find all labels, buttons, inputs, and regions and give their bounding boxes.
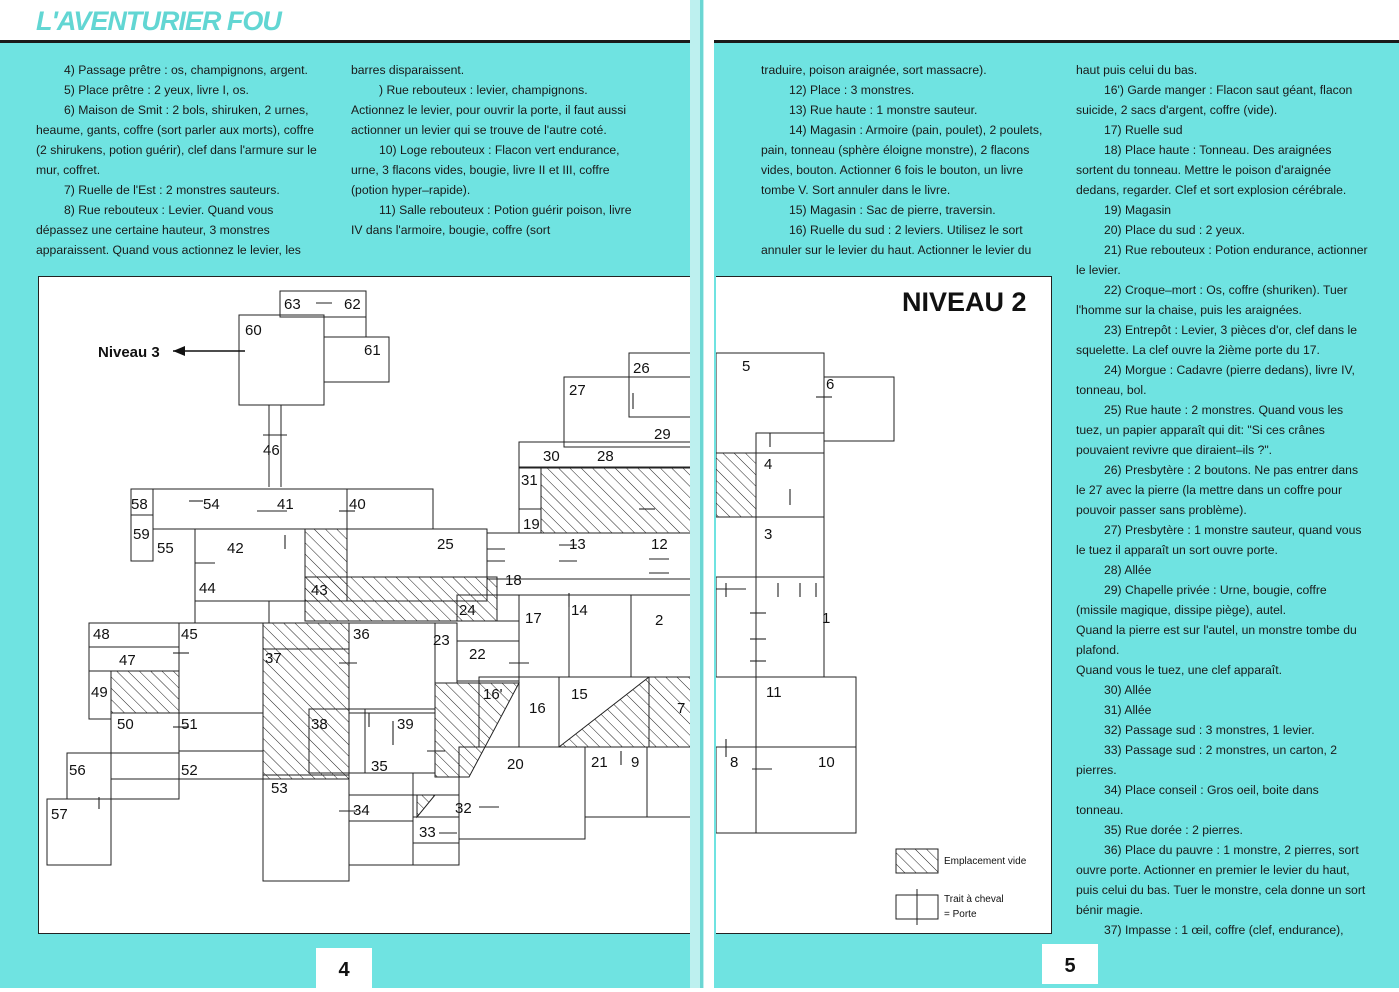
level-title: NIVEAU 2 (902, 287, 1027, 317)
room-label: 44 (199, 580, 216, 597)
left-page (0, 0, 700, 988)
page-number-right: 5 (1042, 944, 1098, 984)
room-label: 60 (245, 322, 262, 339)
text-paragraph: haut puis celui du bas. (1076, 63, 1198, 77)
room-label: 37 (265, 650, 282, 667)
room-label: 41 (277, 496, 294, 513)
text-paragraph: 36) Place du pauvre : 1 monstre, 2 pierres, sort ouvre porte. Actionner en premier le levier du haut, puis celui du bas. Tuer le monstre, cela donne un sort bénir magie. (1076, 843, 1366, 917)
text-paragraph: 32) Passage sud : 3 monstres, 1 levier. (1104, 723, 1315, 737)
room-label: 4 (764, 456, 773, 473)
room-label: 18 (505, 572, 522, 589)
room-label: 14 (571, 602, 588, 619)
room-label: 23 (433, 632, 450, 649)
arrow-to-niveau-3 (173, 346, 245, 356)
room-label: 50 (117, 716, 134, 733)
room-label: 30 (543, 448, 560, 465)
text-paragraph: 22) Croque–mort : Os, coffre (shuriken). Tuer l'homme sur la chaise, puis les araignées. (1076, 283, 1348, 317)
text-paragraph: 35) Rue dorée : 2 pierres. (1104, 823, 1243, 837)
text-paragraph: 34) Place conseil : Gros oeil, boite dans tonneau. (1076, 783, 1319, 817)
room-label: 55 (157, 540, 174, 557)
room-label: 27 (569, 382, 586, 399)
room-label: 22 (469, 646, 486, 663)
room-label: 39 (397, 716, 414, 733)
right-text-column-2 (1076, 60, 1368, 940)
room-label: 33 (419, 824, 436, 841)
room-label: 51 (181, 716, 198, 733)
room-label: 62 (344, 296, 361, 313)
room-label: 29 (654, 426, 671, 443)
text-paragraph: ) Rue rebouteux : levier, champignons. Actionnez le levier, pour ouvrir la porte, il faut aussi actionner un levier qui se trouve de l'autre coté. (351, 83, 627, 137)
text-paragraph: 7) Ruelle de l'Est : 2 monstres sauteurs. (64, 183, 280, 197)
legend (896, 849, 938, 925)
room-label: 63 (284, 296, 301, 313)
legend-empty-label: Emplacement vide (944, 856, 1027, 867)
room-label: 19 (523, 516, 540, 533)
room-label: 1 (822, 610, 831, 627)
room-label: 61 (364, 342, 381, 359)
legend-door-label-2: = Porte (944, 909, 977, 920)
room-label: 47 (119, 652, 136, 669)
text-paragraph: 33) Passage sud : 2 monstres, un carton, 2 pierres. (1076, 743, 1338, 777)
room-label: 7 (677, 700, 686, 717)
text-paragraph: Quand vous le tuez, une clef apparaît. (1076, 663, 1282, 677)
room-labels-right (730, 358, 835, 771)
room-label: 38 (311, 716, 328, 733)
page-header-title: L'AVENTURIER FOU (36, 6, 281, 36)
header-rule-right (714, 40, 1399, 43)
text-paragraph: 24) Morgue : Cadavre (pierre dedans), livre IV, tonneau, bol. (1076, 363, 1355, 397)
right-text-column-1 (761, 60, 1055, 260)
text-paragraph: 27) Presbytère : 1 monstre sauteur, quand vous le tuez il apparaît un sort ouvre porte. (1076, 523, 1362, 557)
room-label: 6 (826, 376, 835, 393)
text-paragraph: barres disparaissent. (351, 63, 465, 77)
text-paragraph: 16') Garde manger : Flacon saut géant, flacon suicide, 2 sacs d'argent, coffre (vide). (1076, 83, 1353, 117)
text-paragraph: 26) Presbytère : 2 boutons. Ne pas entrer dans le 27 avec la pierre (la mettre dans un coffre pour pouvoir passer sans problème). (1076, 463, 1359, 517)
room-label: 17 (525, 610, 542, 627)
left-text-column-1 (36, 60, 326, 260)
map-panel-right (716, 276, 1052, 934)
text-paragraph: 25) Rue haute : 2 monstres. Quand vous les tuez, un papier apparaît qui dit: "Si ces crânes pouvaient revivre que diraient–ils ?". (1076, 403, 1344, 457)
text-paragraph: Quand la pierre est sur l'autel, un monstre tombe du plafond. (1076, 623, 1357, 657)
room-label: 5 (742, 358, 751, 375)
room-label: 24 (459, 602, 476, 619)
room-label: 34 (353, 802, 370, 819)
text-paragraph: 6) Maison de Smit : 2 bols, shiruken, 2 urnes, heaume, gants, coffre (sort parler aux morts), coffre (2 shirukens, potion guérir), clef dans l'armure sur le mur, coffret. (36, 103, 317, 177)
map-left-svg (39, 277, 693, 933)
room-label: 8 (730, 754, 739, 771)
text-paragraph: 4) Passage prêtre : os, champignons, argent. (64, 63, 308, 77)
map-right-svg (716, 277, 1051, 933)
room-label: 12 (651, 536, 668, 553)
room-label: 56 (69, 762, 86, 779)
text-paragraph: 29) Chapelle privée : Urne, bougie, coffre (missile magique, dissipe piège), autel. (1076, 583, 1327, 617)
text-paragraph: 21) Rue rebouteux : Potion endurance, actionner le levier. (1076, 243, 1368, 277)
text-paragraph: 28) Allée (1104, 563, 1152, 577)
room-label: 32 (455, 800, 472, 817)
text-paragraph: 13) Rue haute : 1 monstre sauteur. (789, 103, 978, 117)
room-label: 28 (597, 448, 614, 465)
room-label: 42 (227, 540, 244, 557)
text-paragraph: 17) Ruelle sud (1104, 123, 1183, 137)
room-label: 36 (353, 626, 370, 643)
map-walls-right (716, 353, 894, 833)
room-label: 15 (571, 686, 588, 703)
room-label: 2 (655, 612, 664, 629)
room-label: 58 (131, 496, 148, 513)
text-paragraph: 5) Place prêtre : 2 yeux, livre I, os. (64, 83, 249, 97)
room-label: 35 (371, 758, 388, 775)
room-label: 49 (91, 684, 108, 701)
text-paragraph: 14) Magasin : Armoire (pain, poulet), 2 poulets, pain, tonneau (sphère éloigne monstre), 2 flacons vides, bouton. Actionner 6 fois le bouton, un livre tombe V. Sort annuler dans le livre. (761, 123, 1043, 197)
room-label: 52 (181, 762, 198, 779)
room-label: 26 (633, 360, 650, 377)
text-paragraph: 30) Allée (1104, 683, 1152, 697)
map-walls-left (47, 291, 693, 881)
room-label: 9 (631, 754, 640, 771)
legend-empty-swatch (896, 849, 938, 873)
map-panel-left (38, 276, 693, 934)
room-label: 59 (133, 526, 150, 543)
room-labels-left (51, 296, 685, 841)
text-paragraph: 12) Place : 3 monstres. (789, 83, 915, 97)
room-label: 21 (591, 754, 608, 771)
room-label: 20 (507, 756, 524, 773)
text-paragraph: 16) Ruelle du sud : 2 leviers. Utilisez le sort annuler sur le levier du haut. Actionner le levier du (761, 223, 1032, 257)
room-label: 16 (529, 700, 546, 717)
text-paragraph: 10) Loge rebouteux : Flacon vert endurance, urne, 3 flacons vides, bougie, livre II et III, coffre (potion hyper–rapide). (351, 143, 620, 197)
room-label: 13 (569, 536, 586, 553)
room-label: 57 (51, 806, 68, 823)
legend-door-label-1: Trait à cheval (944, 894, 1004, 905)
room-label: 45 (181, 626, 198, 643)
room-label: 46 (263, 442, 280, 459)
text-paragraph: 18) Place haute : Tonneau. Des araignées sortent du tonneau. Mettre le poison d'araignée dedans, regarder. Clef et sort explosion cérébrale. (1076, 143, 1347, 197)
niveau-3-label: Niveau 3 (98, 344, 160, 361)
text-paragraph: 8) Rue rebouteux : Levier. Quand vous dépassez une certaine hauteur, 3 monstres apparaissent. Quand vous actionnez le levier, les (36, 203, 301, 257)
room-label: 11 (766, 684, 782, 701)
room-label: 48 (93, 626, 110, 643)
room-label: 54 (203, 496, 220, 513)
text-paragraph: 11) Salle rebouteux : Potion guérir poison, livre IV dans l'armoire, bougie, coffre (sort (351, 203, 632, 237)
text-paragraph: 15) Magasin : Sac de pierre, traversin. (789, 203, 996, 217)
room-label: 10 (818, 754, 835, 771)
room-label: 43 (311, 582, 328, 599)
text-paragraph: 20) Place du sud : 2 yeux. (1104, 223, 1245, 237)
room-label: 40 (349, 496, 366, 513)
text-paragraph: traduire, poison araignée, sort massacre). (761, 63, 987, 77)
text-paragraph: 37) Impasse : 1 œil, coffre (clef, endurance), (1104, 923, 1344, 937)
spine-fold (700, 0, 703, 988)
text-paragraph: 23) Entrepôt : Levier, 3 pièces d'or, clef dans le squelette. La clef ouvre la 2ième porte du 17. (1076, 323, 1357, 357)
left-text-column-2 (351, 60, 641, 240)
header-rule (0, 40, 692, 43)
room-label: 3 (764, 526, 773, 543)
text-paragraph: 31) Allée (1104, 703, 1152, 717)
text-paragraph: 19) Magasin (1104, 203, 1172, 217)
room-label: 53 (271, 780, 288, 797)
page-number-left: 4 (316, 948, 372, 988)
room-label: 31 (521, 472, 538, 489)
right-page (704, 0, 1399, 988)
room-label: 25 (437, 536, 454, 553)
room-label: 16' (483, 686, 503, 703)
